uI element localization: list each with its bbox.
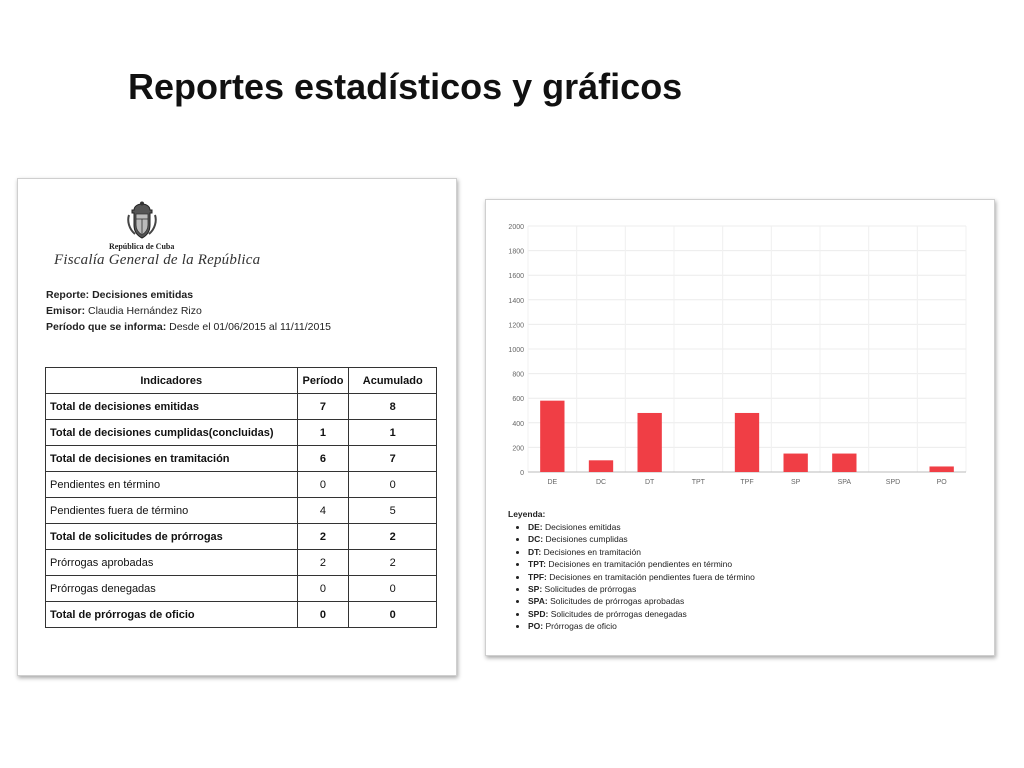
legend-description: Decisiones en tramitación bbox=[543, 546, 641, 557]
x-tick-label: DE bbox=[547, 479, 558, 486]
legend-item bbox=[528, 546, 755, 558]
emisor-value: Claudia Hernández Rizo bbox=[88, 305, 202, 317]
periodo-cell: 1 bbox=[297, 420, 349, 446]
chart-legend bbox=[508, 509, 755, 633]
indicator-cell: Total de decisiones emitidas bbox=[46, 394, 298, 420]
table-header-row bbox=[46, 368, 437, 394]
periodo-cell: 0 bbox=[297, 602, 349, 628]
table-row bbox=[46, 550, 437, 576]
acumulado-cell: 0 bbox=[349, 602, 437, 628]
legend-list bbox=[508, 521, 755, 633]
indicator-cell: Pendientes en término bbox=[46, 472, 298, 498]
bar-dt bbox=[638, 413, 662, 472]
legend-description: Decisiones en tramitación pendientes fuera de término bbox=[549, 571, 755, 582]
bar-de bbox=[540, 401, 564, 472]
indicator-cell: Pendientes fuera de término bbox=[46, 498, 298, 524]
x-tick-label: DC bbox=[595, 479, 607, 486]
emisor-line bbox=[46, 305, 202, 317]
legend-code: TPT: bbox=[528, 559, 546, 570]
legend-item bbox=[528, 533, 755, 545]
indicator-cell: Total de prórrogas de oficio bbox=[46, 602, 298, 628]
bar-tpf bbox=[735, 413, 759, 472]
legend-item bbox=[528, 608, 755, 620]
legend-item bbox=[528, 558, 755, 570]
table-row bbox=[46, 446, 437, 472]
periodo-cell: 0 bbox=[297, 576, 349, 602]
organization-name: Fiscalía General de la República bbox=[54, 252, 261, 268]
report-value: Decisiones emitidas bbox=[92, 289, 194, 301]
coat-of-arms-icon bbox=[125, 201, 159, 241]
legend-item bbox=[528, 521, 755, 533]
legend-item bbox=[528, 583, 755, 595]
legend-description: Prórrogas de oficio bbox=[545, 621, 617, 632]
periodo-cell: 7 bbox=[297, 394, 349, 420]
table-row bbox=[46, 602, 437, 628]
legend-item bbox=[528, 620, 755, 632]
y-tick-label: 2000 bbox=[508, 224, 524, 231]
legend-code: SP: bbox=[528, 584, 543, 595]
table-row bbox=[46, 524, 437, 550]
x-tick-label: TPT bbox=[691, 479, 705, 486]
y-tick-label: 0 bbox=[520, 470, 524, 477]
table-row bbox=[46, 394, 437, 420]
y-tick-label: 1200 bbox=[508, 322, 524, 330]
bar-spa bbox=[832, 454, 856, 472]
legend-description: Solicitudes de prórrogas bbox=[544, 584, 637, 595]
x-tick-label: SPA bbox=[837, 479, 852, 486]
legend-code: TPF: bbox=[528, 571, 547, 582]
x-tick-label: DT bbox=[644, 479, 655, 486]
legend-description: Solicitudes de prórrogas aprobadas bbox=[550, 596, 685, 607]
x-tick-label: SP bbox=[790, 479, 801, 486]
column-header: Período bbox=[297, 368, 349, 394]
y-tick-label: 1800 bbox=[508, 248, 524, 256]
emblem-caption: República de Cuba bbox=[109, 242, 175, 251]
bar-chart bbox=[486, 200, 996, 500]
x-tick-label: SPD bbox=[885, 479, 901, 486]
periodo-cell: 0 bbox=[297, 472, 349, 498]
bar-sp bbox=[784, 454, 808, 472]
periodo-cell: 6 bbox=[297, 446, 349, 472]
y-tick-label: 1400 bbox=[508, 297, 524, 305]
acumulado-cell: 0 bbox=[349, 576, 437, 602]
y-tick-label: 400 bbox=[512, 420, 524, 428]
indicator-cell: Total de solicitudes de prórrogas bbox=[46, 524, 298, 550]
chart-panel bbox=[485, 199, 995, 656]
x-tick-label: TPF bbox=[740, 479, 754, 486]
periodo-cell: 2 bbox=[297, 524, 349, 550]
periodo-line bbox=[46, 321, 331, 333]
periodo-cell: 4 bbox=[297, 498, 349, 524]
bar-po bbox=[930, 466, 954, 472]
acumulado-cell: 0 bbox=[349, 472, 437, 498]
legend-code: SPD: bbox=[528, 608, 549, 619]
report-panel bbox=[17, 178, 457, 676]
acumulado-cell: 2 bbox=[349, 524, 437, 550]
legend-title: Leyenda: bbox=[508, 509, 546, 519]
table-row bbox=[46, 498, 437, 524]
legend-description: Decisiones en tramitación pendientes en término bbox=[548, 559, 733, 570]
legend-description: Decisiones emitidas bbox=[545, 522, 621, 532]
legend-code: DT: bbox=[528, 546, 542, 557]
column-header: Indicadores bbox=[46, 368, 298, 394]
legend-description: Solicitudes de prórrogas denegadas bbox=[550, 608, 687, 619]
acumulado-cell: 5 bbox=[349, 498, 437, 524]
y-tick-label: 800 bbox=[512, 371, 524, 379]
acumulado-cell: 7 bbox=[349, 446, 437, 472]
y-tick-label: 1000 bbox=[508, 347, 524, 354]
legend-code: SPA: bbox=[528, 596, 548, 607]
report-label: Reporte: bbox=[46, 289, 90, 301]
table-row bbox=[46, 576, 437, 602]
table-row bbox=[46, 472, 437, 498]
report-line bbox=[46, 289, 193, 301]
table-row bbox=[46, 420, 437, 446]
legend-item bbox=[528, 571, 755, 583]
acumulado-cell: 2 bbox=[349, 550, 437, 576]
indicator-cell: Prórrogas aprobadas bbox=[46, 550, 298, 576]
slide-title: Reportes estadísticos y gráficos bbox=[128, 66, 683, 107]
legend-code: DE: bbox=[528, 522, 543, 532]
legend-code: DC: bbox=[528, 534, 544, 545]
periodo-label: Período que se informa: bbox=[46, 321, 167, 333]
acumulado-cell: 1 bbox=[349, 420, 437, 446]
indicator-cell: Prórrogas denegadas bbox=[46, 576, 298, 602]
indicator-cell: Total de decisiones cumplidas(concluidas) bbox=[46, 420, 298, 446]
periodo-value: Desde el 01/06/2015 al 11/11/2015 bbox=[169, 321, 332, 333]
indicators-table bbox=[45, 367, 437, 628]
legend-item bbox=[528, 595, 755, 607]
legend-code: PO: bbox=[528, 621, 544, 632]
y-tick-label: 600 bbox=[512, 396, 524, 404]
y-tick-label: 1600 bbox=[508, 273, 524, 281]
indicator-cell: Total de decisiones en tramitación bbox=[46, 446, 298, 472]
bar-dc bbox=[589, 460, 613, 472]
column-header: Acumulado bbox=[349, 368, 437, 394]
legend-description: Decisiones cumplidas bbox=[545, 534, 628, 545]
x-tick-label: PO bbox=[936, 479, 947, 486]
acumulado-cell: 8 bbox=[349, 394, 437, 420]
periodo-cell: 2 bbox=[297, 550, 349, 576]
y-tick-label: 200 bbox=[512, 445, 524, 453]
emisor-label: Emisor: bbox=[46, 305, 86, 317]
